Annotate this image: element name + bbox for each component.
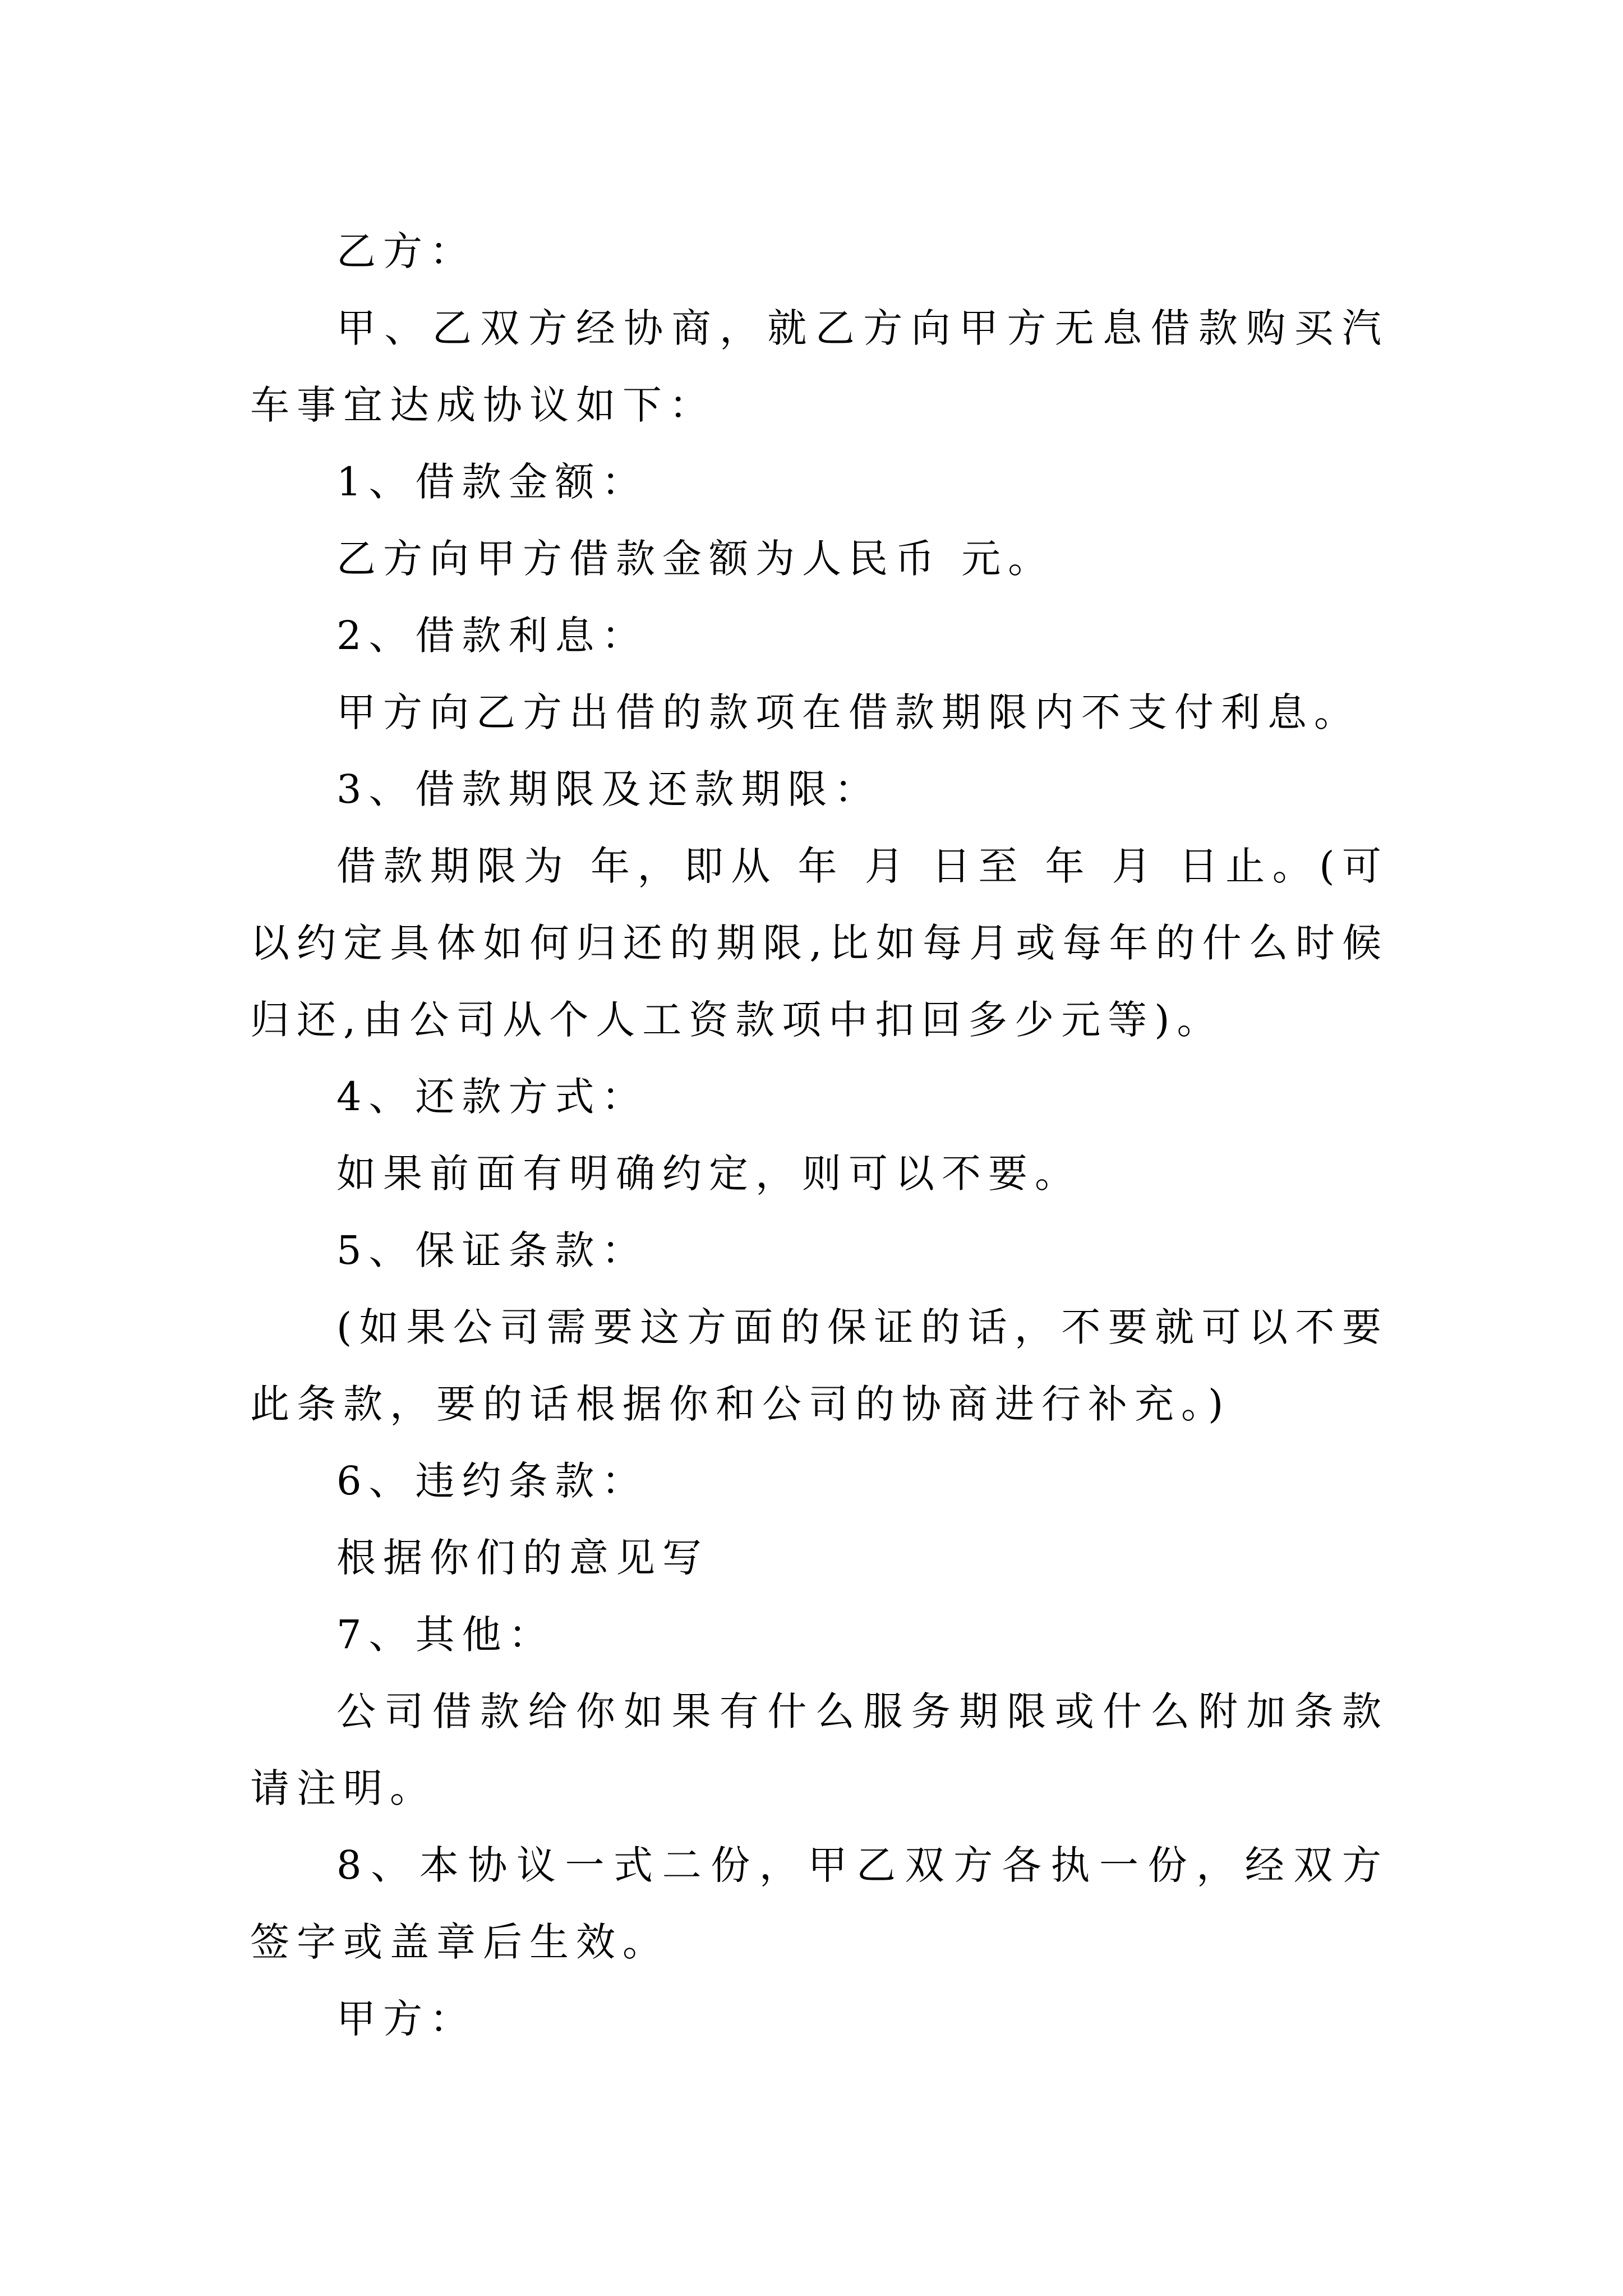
party-a-label: 甲方：: [336, 1996, 476, 2042]
clause-7-heading: 7、其他：: [336, 1612, 555, 1658]
clause-5-text: (如果公司需要这方面的保证的话，不要就可以不要此条款，要的话根据你和公司的协商进行补充。): [250, 1304, 1389, 1427]
clause-1-text: 乙方向甲方借款金额为人民币 元。: [336, 536, 1055, 582]
clause-6-heading: 6、违约条款：: [336, 1458, 648, 1504]
clause-2-heading: 2、借款利息：: [336, 613, 648, 659]
clause-7-text: 公司借款给你如果有什么服务期限或什么附加条款请注明。: [250, 1688, 1389, 1811]
clause-3-text: 借款期限为 年，即从 年 月 日至 年 月 日止。(可以约定具体如何归还的期限,比如每月或每年的什么时候归还,由公司从个人工资款项中扣回多少元等)。: [250, 843, 1389, 1043]
clause-2-text: 甲方向乙方出借的款项在借款期限内不支付利息。: [336, 689, 1361, 735]
clause-4-heading: 4、还款方式：: [336, 1074, 648, 1120]
party-b-label: 乙方：: [336, 228, 476, 274]
clause-1-heading: 1、借款金额：: [336, 459, 648, 505]
clause-4-text: 如果前面有明确约定，则可以不要。: [336, 1151, 1081, 1197]
document-body: [250, 213, 1389, 2058]
clause-3-heading: 3、借款期限及还款期限：: [336, 766, 881, 812]
agreement-intro: 甲、乙双方经协商，就乙方向甲方无息借款购买汽车事宜达成协议如下：: [250, 305, 1389, 428]
clause-5-heading: 5、保证条款：: [336, 1227, 648, 1273]
clause-6-text: 根据你们的意见写: [336, 1535, 709, 1581]
clause-8-text: 8、本协议一式二份，甲乙双方各执一份，经双方签字或盖章后生效。: [250, 1842, 1389, 1965]
